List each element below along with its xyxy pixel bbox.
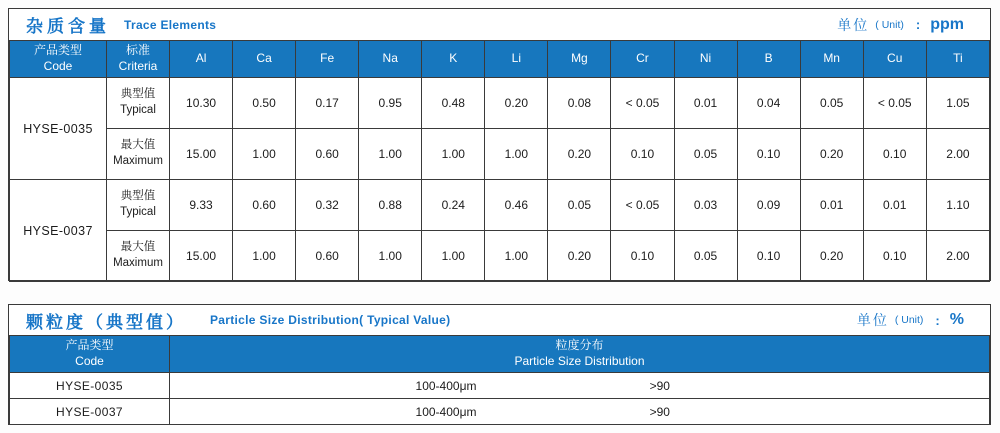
- column-header-criteria: [107, 41, 170, 78]
- value-cell: 0.05: [674, 231, 737, 282]
- particle-size-header-row: [10, 336, 990, 373]
- value-cell: 0.48: [422, 78, 485, 129]
- value-cell: 0.20: [548, 231, 611, 282]
- unit-label-zh: 单位: [856, 312, 889, 328]
- column-header-b: B: [737, 41, 800, 78]
- column-header-na: Na: [359, 41, 422, 78]
- value-cell: 1.00: [233, 129, 296, 180]
- value-cell: 0.24: [422, 180, 485, 231]
- particle-size-row: [10, 399, 990, 425]
- particle-size-title-en: Particle Size Distribution( Typical Value): [210, 313, 451, 327]
- value-cell: 0.20: [485, 78, 548, 129]
- value-cell: < 0.05: [611, 180, 674, 231]
- criteria-zh: 典型值: [120, 88, 156, 101]
- value-cell: 0.60: [296, 231, 359, 282]
- value-cell: 1.00: [422, 231, 485, 282]
- value-cell: 0.60: [296, 129, 359, 180]
- trace-elements-header-row: [10, 41, 990, 78]
- value-cell: 0.10: [611, 231, 674, 282]
- value-cell: 0.10: [737, 129, 800, 180]
- column-header-cr: Cr: [611, 41, 674, 78]
- distribution-header-en: Particle Size Distribution: [514, 354, 645, 368]
- value-cell: 0.04: [737, 78, 800, 129]
- value-cell: 0.17: [296, 78, 359, 129]
- value-cell: 1.00: [233, 231, 296, 282]
- column-header-ti: Ti: [926, 41, 989, 78]
- value-cell: 15.00: [170, 231, 233, 282]
- criteria-en: Maximum: [113, 155, 163, 167]
- trace-elements-panel: [8, 8, 991, 281]
- trace-row: [10, 180, 990, 231]
- value-cell: 0.88: [359, 180, 422, 231]
- value-cell: 0.20: [800, 129, 863, 180]
- criteria-en: Typical: [120, 206, 156, 218]
- value-cell: 0.08: [548, 78, 611, 129]
- trace-elements-title-bar: [9, 9, 990, 40]
- distribution-cell: [170, 373, 990, 399]
- particle-size-unit: [857, 310, 964, 330]
- value-cell: 2.00: [926, 231, 989, 282]
- column-header-mn: Mn: [800, 41, 863, 78]
- product-code-cell: HYSE-0037: [10, 180, 107, 282]
- value-cell: 0.10: [863, 129, 926, 180]
- size-percentage: >90: [649, 404, 670, 419]
- value-cell: < 0.05: [863, 78, 926, 129]
- value-cell: 0.60: [233, 180, 296, 231]
- value-cell: 10.30: [170, 78, 233, 129]
- value-cell: 15.00: [170, 129, 233, 180]
- value-cell: 1.00: [359, 129, 422, 180]
- criteria-cell: [107, 78, 170, 129]
- criteria-zh: 典型值: [120, 190, 156, 203]
- value-cell: 0.10: [863, 231, 926, 282]
- value-cell: 0.05: [674, 129, 737, 180]
- column-header-ca: Ca: [233, 41, 296, 78]
- distribution-header-zh: 粒度分布: [555, 338, 604, 353]
- unit-label-en: ( Unit): [875, 18, 904, 31]
- value-cell: 0.03: [674, 180, 737, 231]
- value-cell: 2.00: [926, 129, 989, 180]
- criteria-header-zh: 标准: [125, 43, 150, 58]
- criteria-cell: [107, 231, 170, 282]
- trace-row: [10, 78, 990, 129]
- code-header-zh: 产品类型: [65, 338, 114, 353]
- unit-value: %: [949, 311, 964, 328]
- value-cell: 0.05: [800, 78, 863, 129]
- value-cell: 1.00: [422, 129, 485, 180]
- trace-row: [10, 129, 990, 180]
- value-cell: < 0.05: [611, 78, 674, 129]
- column-header-al: Al: [170, 41, 233, 78]
- value-cell: 1.00: [359, 231, 422, 282]
- column-header-cu: Cu: [863, 41, 926, 78]
- column-header-code: [10, 41, 107, 78]
- unit-label-zh: 单位: [837, 16, 870, 33]
- value-cell: 0.01: [674, 78, 737, 129]
- criteria-zh: 最大值: [120, 139, 156, 152]
- value-cell: 0.10: [611, 129, 674, 180]
- code-header-en: Code: [75, 354, 104, 368]
- value-cell: 0.09: [737, 180, 800, 231]
- trace-elements-unit: [837, 15, 964, 35]
- criteria-cell: [107, 129, 170, 180]
- value-cell: 1.00: [485, 231, 548, 282]
- value-cell: 0.32: [296, 180, 359, 231]
- criteria-en: Typical: [120, 104, 156, 116]
- value-cell: 0.10: [737, 231, 800, 282]
- trace-row: [10, 231, 990, 282]
- value-cell: 0.20: [800, 231, 863, 282]
- unit-value: ppm: [930, 15, 964, 33]
- particle-size-title-bar: [9, 305, 990, 335]
- particle-size-title-zh: 颗粒度（典型值）: [26, 312, 186, 332]
- particle-size-row: [10, 373, 990, 399]
- product-code-cell: HYSE-0035: [10, 78, 107, 180]
- code-header-en: Code: [43, 59, 73, 73]
- size-range: 100-400μm: [415, 404, 477, 419]
- distribution-cell: [170, 399, 990, 425]
- column-header-fe: Fe: [296, 41, 359, 78]
- value-cell: 0.01: [800, 180, 863, 231]
- column-header-code: [10, 336, 170, 373]
- particle-size-grid: [9, 335, 990, 425]
- product-code-cell: HYSE-0035: [10, 373, 170, 399]
- particle-size-panel: [8, 304, 991, 425]
- size-range: 100-400μm: [415, 378, 477, 393]
- criteria-en: Maximum: [113, 257, 163, 269]
- size-percentage: >90: [649, 378, 670, 393]
- value-cell: 0.20: [548, 129, 611, 180]
- trace-elements-title-en: Trace Elements: [124, 17, 217, 32]
- value-cell: 0.95: [359, 78, 422, 129]
- unit-colon: :: [915, 17, 921, 32]
- trace-elements-title-zh: 杂质含量: [26, 17, 110, 36]
- value-cell: 9.33: [170, 180, 233, 231]
- column-header-li: Li: [485, 41, 548, 78]
- column-header-ni: Ni: [674, 41, 737, 78]
- value-cell: 0.01: [863, 180, 926, 231]
- value-cell: 1.05: [926, 78, 989, 129]
- trace-elements-grid: [9, 40, 990, 282]
- value-cell: 0.05: [548, 180, 611, 231]
- value-cell: 1.00: [485, 129, 548, 180]
- unit-colon: :: [935, 312, 940, 328]
- column-header-k: K: [422, 41, 485, 78]
- criteria-zh: 最大值: [120, 241, 156, 254]
- product-code-cell: HYSE-0037: [10, 399, 170, 425]
- unit-label-en: ( Unit): [894, 314, 924, 326]
- value-cell: 0.46: [485, 180, 548, 231]
- column-header-distribution: [170, 336, 990, 373]
- column-header-mg: Mg: [548, 41, 611, 78]
- value-cell: 1.10: [926, 180, 989, 231]
- criteria-header-en: Criteria: [118, 59, 158, 73]
- code-header-zh: 产品类型: [33, 43, 82, 58]
- criteria-cell: [107, 180, 170, 231]
- value-cell: 0.50: [233, 78, 296, 129]
